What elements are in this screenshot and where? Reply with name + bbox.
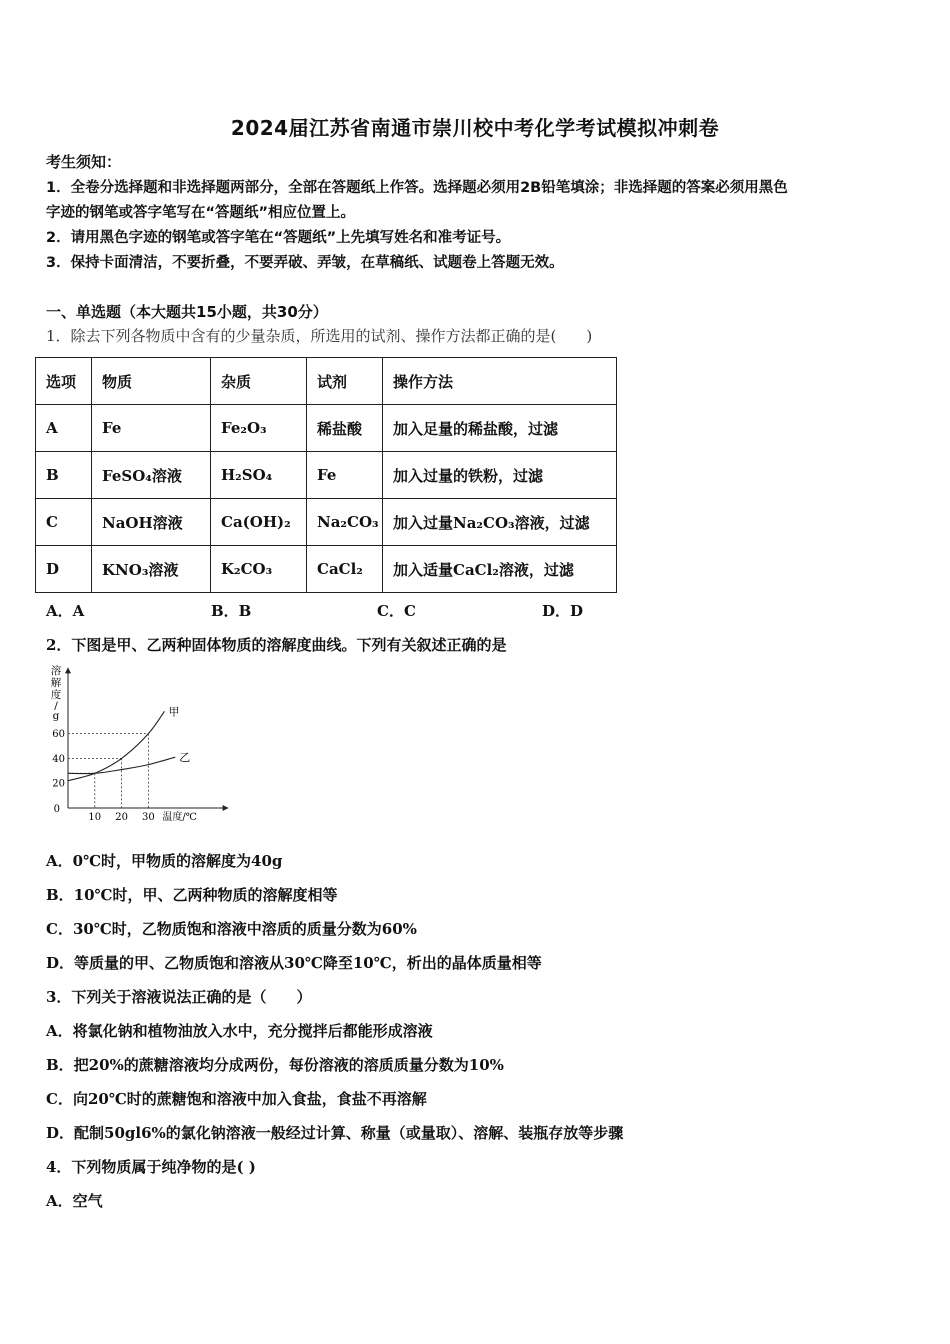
table-header-cell: 选项	[36, 358, 92, 405]
table-cell: Fe₂O₃	[211, 405, 307, 452]
q3-option-a: A．将氯化钠和植物油放入水中，充分搅拌后都能形成溶液	[46, 1022, 433, 1040]
table-cell: FeSO₄溶液	[92, 452, 211, 499]
notice-item-3: 3．保持卡面清洁，不要折叠，不要弄破、弄皱，在草稿纸、试题卷上答题无效。	[46, 255, 564, 271]
q3-option-d: D．配制50gl6%的氯化钠溶液一般经过计算、称量（或量取）、溶解、装瓶存放等步骤	[46, 1124, 624, 1142]
table-header-cell: 操作方法	[383, 358, 617, 405]
y-axis-label-char: g	[52, 710, 60, 722]
q1-option-d: D．D	[542, 602, 584, 620]
x-tick-label: 10	[88, 812, 102, 823]
table-header-cell: 试剂	[307, 358, 383, 405]
table-cell: 加入过量Na₂CO₃溶液，过滤	[383, 499, 617, 546]
table-cell: KNO₃溶液	[92, 546, 211, 593]
table-row	[36, 452, 617, 499]
x-tick-label: 20	[115, 812, 128, 823]
solubility-chart	[40, 660, 240, 825]
table-cell: NaOH溶液	[92, 499, 211, 546]
notice-item-1: 1．全卷分选择题和非选择题两部分，全部在答题纸上作答。选择题必须用2B铅笔填涂；非选择题的答案必须用黑色	[46, 180, 788, 196]
table-cell: A	[36, 405, 92, 452]
table-cell: C	[36, 499, 92, 546]
x-axis-label: 温度/℃	[162, 812, 197, 823]
table-row	[36, 546, 617, 593]
q1-option-a: A．A	[46, 602, 85, 620]
section-heading: 一、单选题（本大题共15小题，共30分）	[46, 303, 328, 321]
q1-option-c: C．C	[377, 602, 416, 620]
y-axis-label-char: 解	[50, 677, 62, 689]
table-cell: 稀盐酸	[307, 405, 383, 452]
table-cell: 加入足量的稀盐酸，过滤	[383, 405, 617, 452]
notice-heading: 考生须知：	[46, 153, 122, 171]
y-tick-label: 60	[52, 729, 65, 741]
q2-option-d: D．等质量的甲、乙物质饱和溶液从30℃降至10℃，析出的晶体质量相等	[46, 954, 542, 972]
q2-option-c: C．30℃时，乙物质饱和溶液中溶质的质量分数为60%	[46, 920, 417, 938]
table-cell: 加入适量CaCl₂溶液，过滤	[383, 546, 617, 593]
q1-table	[35, 357, 617, 593]
q2-option-b: B．10℃时，甲、乙两种物质的溶解度相等	[46, 886, 338, 904]
q1-option-b: B．B	[211, 602, 252, 620]
page-title: 2024届江苏省南通市崇川校中考化学考试模拟冲刺卷	[230, 116, 720, 140]
q4-option-a: A．空气	[46, 1192, 103, 1210]
table-row	[36, 499, 617, 546]
y-tick-label: 20	[52, 778, 65, 790]
table-header-row	[36, 358, 617, 405]
table-cell: D	[36, 546, 92, 593]
q2-stem: 2．下图是甲、乙两种固体物质的溶解度曲线。下列有关叙述正确的是	[46, 636, 507, 654]
q3-option-c: C．向20℃时的蔗糖饱和溶液中加入食盐，食盐不再溶解	[46, 1090, 427, 1108]
q2-option-a: A．0℃时，甲物质的溶解度为40g	[46, 852, 283, 870]
table-header-cell: 物质	[92, 358, 211, 405]
table-cell: CaCl₂	[307, 546, 383, 593]
q3-stem: 3．下列关于溶液说法正确的是（ ）	[46, 988, 312, 1006]
table-row	[36, 405, 617, 452]
table-cell: Ca(OH)₂	[211, 499, 307, 546]
y-axis-label-char: 度	[50, 689, 62, 701]
table-cell: Fe	[92, 405, 211, 452]
series-label-jia: 甲	[168, 705, 180, 719]
table-cell: Na₂CO₃	[307, 499, 383, 546]
y-tick-label: 40	[52, 753, 65, 765]
origin-label: 0	[53, 804, 60, 815]
y-axis-label-char: 溶	[50, 665, 62, 677]
q3-option-b: B．把20%的蔗糖溶液均分成两份，每份溶液的溶质质量分数为10%	[46, 1056, 504, 1074]
q4-stem: 4．下列物质属于纯净物的是( )	[46, 1158, 256, 1176]
table-header-cell: 杂质	[211, 358, 307, 405]
table-cell: K₂CO₃	[211, 546, 307, 593]
x-tick-label: 30	[142, 812, 155, 823]
notice-item-1-cont: 字迹的钢笔或答字笔写在“答题纸”相应位置上。	[46, 205, 356, 221]
table-cell: Fe	[307, 452, 383, 499]
y-axis-label-char: /	[54, 700, 58, 712]
q1-stem: 1．除去下列各物质中含有的少量杂质，所选用的试剂、操作方法都正确的是( )	[46, 327, 593, 345]
table-cell: 加入过量的铁粉，过滤	[383, 452, 617, 499]
table-cell: B	[36, 452, 92, 499]
series-label-yi: 乙	[179, 751, 191, 765]
notice-item-2: 2．请用黑色字迹的钢笔或答字笔在“答题纸”上先填写姓名和准考证号。	[46, 230, 511, 246]
table-cell: H₂SO₄	[211, 452, 307, 499]
